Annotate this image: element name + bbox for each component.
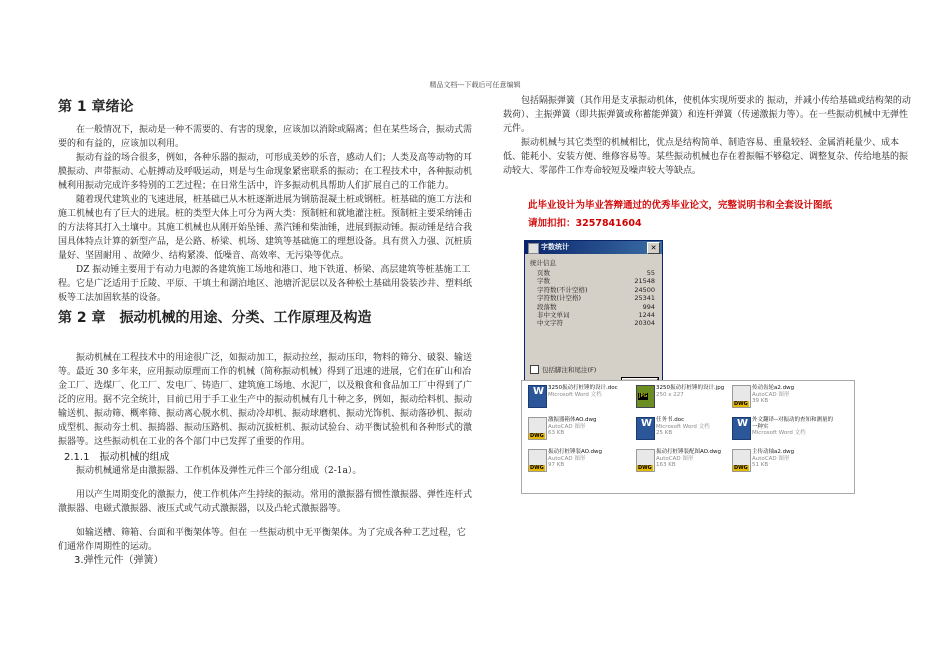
file-item[interactable] — [528, 449, 636, 473]
chapter-1-title: 第 1 章绪论 — [58, 99, 134, 115]
stat-value: 1244 — [638, 310, 655, 319]
file-name: 传动齿轮a2.dwg — [752, 385, 795, 391]
include-footnotes-checkbox[interactable] — [530, 365, 596, 374]
section-2-1-1-title: 2.1.1 振动机械的组成 — [64, 452, 170, 463]
file-size: 25 KB — [656, 430, 673, 436]
stat-label: 非中文单词 — [537, 310, 570, 319]
stat-value: 20304 — [634, 319, 655, 328]
file-explorer-view — [521, 380, 855, 494]
file-item[interactable] — [636, 417, 744, 441]
file-type: Microsoft Word 文档 — [548, 391, 602, 398]
file-item[interactable] — [636, 385, 744, 409]
dwg-file-icon — [732, 449, 751, 472]
stat-row — [530, 294, 655, 302]
paragraph: 振动机械通常是由激振器、工作机体及弹性元件三个部分组成（2-1a）。 — [76, 466, 362, 476]
file-size: 63 KB — [548, 430, 565, 436]
paragraph: 在一般情况下，振动是一种不需要的、有害的现象，应该加以消除或隔离；但在某些场合，振动式需要的和有益的，应该加以利用。 — [58, 125, 473, 149]
dwg-file-icon — [528, 449, 547, 472]
chapter-2-title: 第 2 章 振动机械的用途、分类、工作原理及构造 — [58, 310, 372, 326]
stat-value: 21548 — [634, 277, 655, 286]
file-size: 163 KB — [656, 462, 676, 468]
section-3-title: 3.弹性元件（弹簧） — [74, 555, 164, 566]
file-size: 51 KB — [752, 462, 769, 468]
stat-label: 字符数(不计空格) — [537, 285, 588, 294]
checkbox-label: 包括脚注和尾注(F) — [542, 366, 597, 374]
page-header-note: 精品文档---下载后可任意编辑 — [429, 81, 521, 89]
file-name: 3250振动打桩锤的设计.jpg — [656, 385, 725, 391]
stat-label: 中文字符 — [537, 319, 563, 328]
statistics-group-title: 统计信息 — [530, 259, 556, 267]
file-item[interactable] — [732, 449, 840, 473]
paragraph: DZ 振动锤主要用于有动力电源的各建筑施工场地和港口、地下铁道、桥梁、高层建筑等桩基施工工程。它是广泛适用于丘陵、平原、干填土和湖泊地区、池塘沂泥层以及各种松土基础用袋装沙井、塑料纸板等工法加固软基的设备。 — [58, 265, 473, 303]
file-type: Microsoft Word 文档 — [752, 430, 806, 436]
statistics-group — [530, 258, 655, 328]
file-dimensions: 250 x 227 — [656, 391, 684, 398]
word-doc-icon — [636, 417, 655, 440]
paragraph: 用以产生周期变化的激振力，使工作机体产生持续的振动。常用的激振器有惯性激振器、弹性连杆式激振器、电磁式激振器、液压式或气动式激振器，以及凸轮式激振器等。 — [58, 490, 473, 514]
file-type: AutoCAD 图形 — [548, 423, 586, 430]
paragraph: 随着现代建筑业的飞速进展，桩基础已从木桩逐渐进展为钢筋混凝土桩或钢桩。桩基础的施工方法和施工机械也有了巨大的进展。桩的类型大体上可分为两大类：预制桩和就地灌注桩。预制桩主要采纳锤击的方法将其打入土壤中。其施工机械也从刚开始坠锤、蒸汽锤和柴油锤，进展到振动锤。振动锤是结合我国具体特点计算的新型产品，是公路、桥梁、机场、建筑等基础施工的理想设备。具有贯入力强、沉桩质量好、坚固耐用 、故障少、结构紧凑、低噪音、高效率、无污染等优点。 — [58, 195, 473, 261]
file-type: AutoCAD 图形 — [656, 455, 694, 462]
dwg-file-icon — [528, 417, 547, 440]
file-name: 振动打桩锤装AO.dwg — [548, 449, 603, 455]
stat-value: 55 — [646, 269, 655, 277]
dwg-file-icon — [732, 385, 751, 408]
file-type: AutoCAD 图形 — [548, 455, 586, 462]
stat-row — [530, 277, 655, 285]
checkbox-box[interactable] — [530, 365, 539, 374]
promo-line-1: 此毕业设计为毕业答辩通过的优秀毕业论文，完整说明书和全套设计图纸 — [528, 200, 833, 211]
stat-label: 段落数 — [537, 302, 557, 311]
paragraph: 振动机械与其它类型的机械相比，优点是结构简单、制造容易、重量较轻、金属消耗量少、成本低、能耗小、安装方便、维修容易等。某些振动机械也存在着振幅不够稳定、调整复杂、传给地基的振动较大、零部件工作寿命较短及噪声较大等缺点。 — [503, 138, 909, 176]
stat-label: 字符数(计空格) — [537, 294, 582, 303]
file-name: 激振器箱体AO.dwg — [548, 417, 597, 423]
close-icon[interactable]: ✕ — [647, 242, 660, 254]
right-column — [503, 94, 913, 178]
stat-label: 页数 — [537, 269, 550, 277]
left-column — [58, 98, 472, 567]
word-doc-icon — [528, 385, 547, 408]
paragraph: 如输送槽、筛箱、台面和平衡架体等。但在 一些振动机中无平衡架体。为了完成各种工艺过程，它们通常作周期性的运动。 — [58, 528, 466, 552]
word-count-dialog — [524, 240, 663, 392]
promo-line-2: 请加扣扣：3257841604 — [528, 218, 642, 229]
file-type: AutoCAD 图形 — [752, 391, 790, 398]
file-type: AutoCAD 图形 — [752, 455, 790, 462]
jpg-image-icon — [636, 385, 655, 408]
stat-row — [530, 319, 655, 327]
file-type: Microsoft Word 文档 — [656, 423, 710, 430]
file-item[interactable] — [528, 385, 636, 409]
stat-row — [530, 303, 655, 311]
file-name: 振动打桩锤装配图AO.dwg — [656, 449, 722, 455]
dwg-file-icon — [636, 449, 655, 472]
stat-value: 24500 — [634, 285, 655, 294]
file-item[interactable] — [528, 417, 636, 441]
paragraph: 包括隔振弹簧（其作用是支承振动机体，使机体实现所要求的 振动，并减小传给基础或结构架的动载荷）、主振弹簧（即共振弹簧或称蓄能弹簧）和连杆弹簧（传递激振力等）。在一些振动机械中无弹性元件。 — [503, 96, 911, 134]
file-size: 97 KB — [548, 462, 565, 468]
dialog-title: 字数统计 — [541, 243, 569, 251]
file-item[interactable] — [732, 385, 840, 409]
file-item[interactable] — [636, 449, 744, 473]
stat-value: 994 — [642, 302, 655, 311]
file-size: 39 KB — [752, 398, 769, 404]
file-item[interactable] — [732, 417, 840, 441]
word-count-icon — [528, 243, 539, 254]
file-name: 3250振动打桩锤的设计.doc — [548, 385, 618, 391]
paragraph: 振动机械在工程技术中的用途很广泛，如振动加工，振动拉丝，振动压印，物料的筛分、破裂、输送等。最近 30 多年来，应用振动原理而工作的机械（简称振动机械）得到了迅速的进展，它们在矿山和冶金工厂、选煤厂、化工厂、发电厂、铸造厂、建筑施工场地、水泥厂，以及粮食和食品加工厂中得到了广泛的应用。据不完全统计，目前已用于手工业生产中的振动机械有几十种之多，例如，振动给料机、振动输送机、振动筛、概率筛、振动离心脱水机、振动冷却机、振动球磨机、振动光饰机、振动落砂机、振动成型机、振动夯土机、振捣器、振动压路机、振动沉拔桩机、振动试验台、动平衡试验机和各种形式的激振器等。这些振动机在工业的各个部门中已发挥了重要的作用。 — [58, 353, 473, 447]
word-doc-icon — [732, 417, 751, 440]
dialog-titlebar[interactable] — [525, 241, 662, 254]
stat-row — [530, 286, 655, 294]
file-name: 外文翻译--对振动的查知和测量的一种实 — [752, 417, 833, 430]
stat-value: 25341 — [634, 294, 655, 303]
file-name: 任务书.doc — [656, 417, 685, 423]
paragraph: 振动有益的场合很多，例如，各种乐器的振动，可形成美妙的乐音，感动人们；人类及高等动物的耳膜振动、声带振动、心脏搏动及呼吸运动，则是与生命现象紧密联系的振动；在工程技术中，各种振动机械利用振动完成许多特别的工艺过程；在日常生活中，许多振动机具帮助人们扩展自己的工作能力。 — [58, 153, 473, 191]
stat-label: 字数 — [537, 277, 550, 286]
file-name: 主传动轴a2.dwg — [752, 449, 795, 455]
